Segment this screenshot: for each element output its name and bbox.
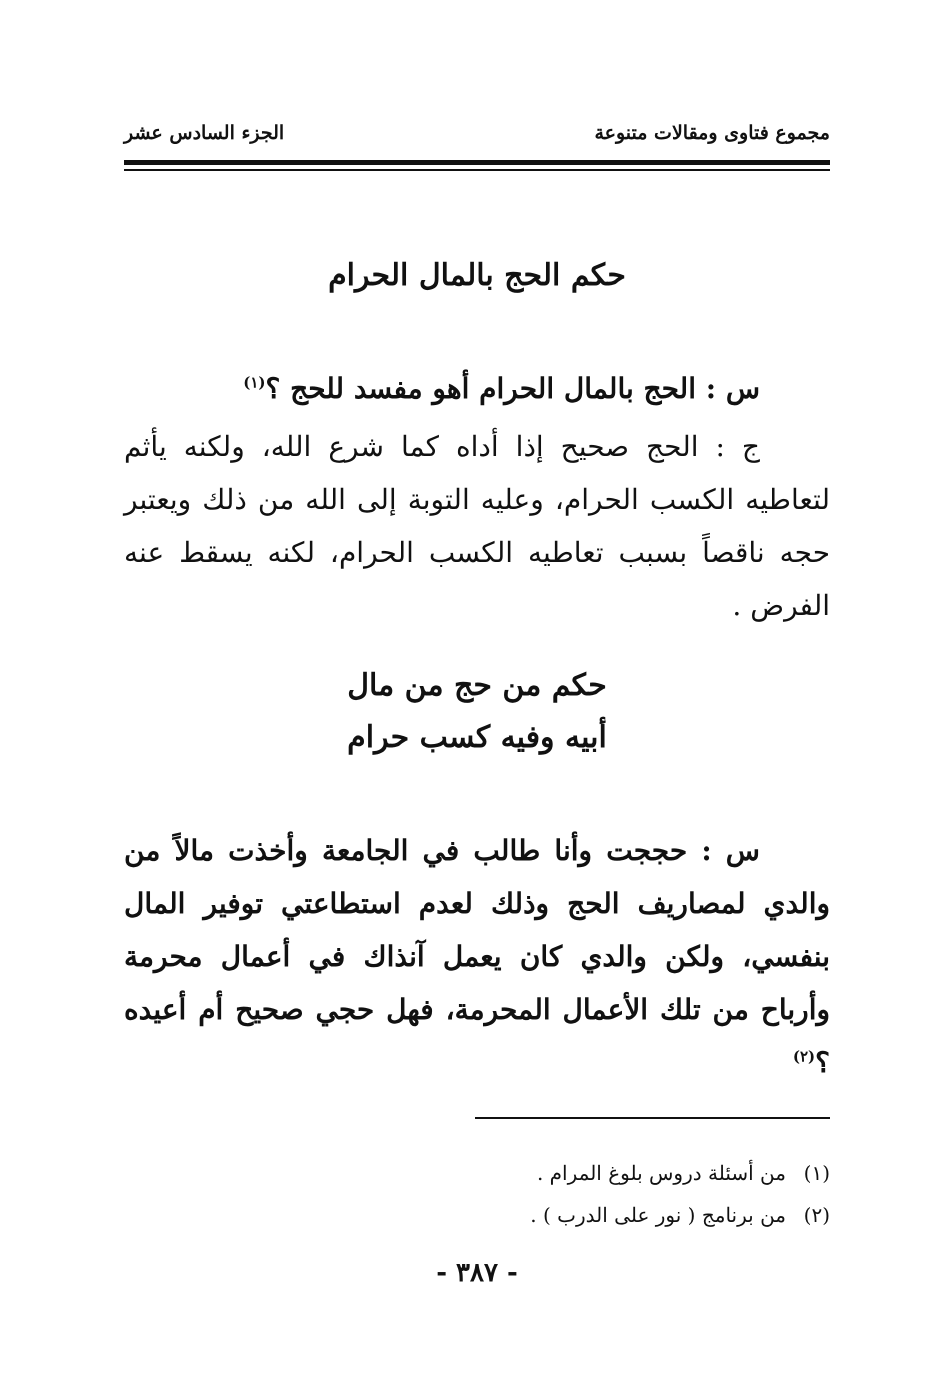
- section2-title-line1: حكم من حج من مال: [347, 668, 607, 703]
- footnote-1: [124, 1152, 830, 1194]
- footnote-separator: [475, 1117, 830, 1119]
- footnote-text: من برنامج ( نور على الدرب ) .: [530, 1203, 786, 1227]
- section1-title: حكم الحج بالمال الحرام: [328, 258, 626, 293]
- section1-question: [124, 362, 830, 415]
- footnote-ref-1: (١): [243, 373, 266, 392]
- section2-question: [124, 824, 830, 1089]
- header-rule-thin: [124, 169, 830, 171]
- section2-question-text: س : حججت وأنا طالب في الجامعة وأخذت مالاً من والدي لمصاريف الحج وذلك لعدم استطاعتي توفير المال بنفسي، ولكن والدي كان يعمل آنذاك في أعمال محرمة وأرباح من تلك الأعمال المحرمة، فهل حجي صحيح أم أعيده ؟: [124, 834, 830, 1079]
- footnote-number: (١): [803, 1161, 830, 1185]
- page-number: - ٣٨٧ -: [436, 1258, 518, 1288]
- footnotes: [124, 1152, 830, 1236]
- volume-label: الجزء السادس عشر: [124, 122, 285, 144]
- section1-question-text: س : الحج بالمال الحرام أهو مفسد للحج ؟: [265, 372, 760, 405]
- footnote-text: من أسئلة دروس بلوغ المرام .: [536, 1161, 786, 1185]
- header-rule-thick: [124, 160, 830, 165]
- book-title: مجموع فتاوى ومقالات متنوعة: [594, 122, 830, 144]
- running-header: [124, 122, 830, 156]
- section1-answer: ج : الحج صحيح إذا أداه كما شرع الله، ولكنه يأثم لتعاطيه الكسب الحرام، وعليه التوبة إلى الله من ذلك ويعتبر حجه ناقصاً بسبب تعاطيه الكسب الحرام، لكنه يسقط عنه الفرض .: [124, 430, 830, 622]
- footnote-ref-2: (٢): [792, 1047, 816, 1066]
- footnote-number: (٢): [803, 1203, 830, 1227]
- section2-title-line2: أبيه وفيه كسب حرام: [347, 720, 607, 755]
- footnote-2: [124, 1194, 830, 1236]
